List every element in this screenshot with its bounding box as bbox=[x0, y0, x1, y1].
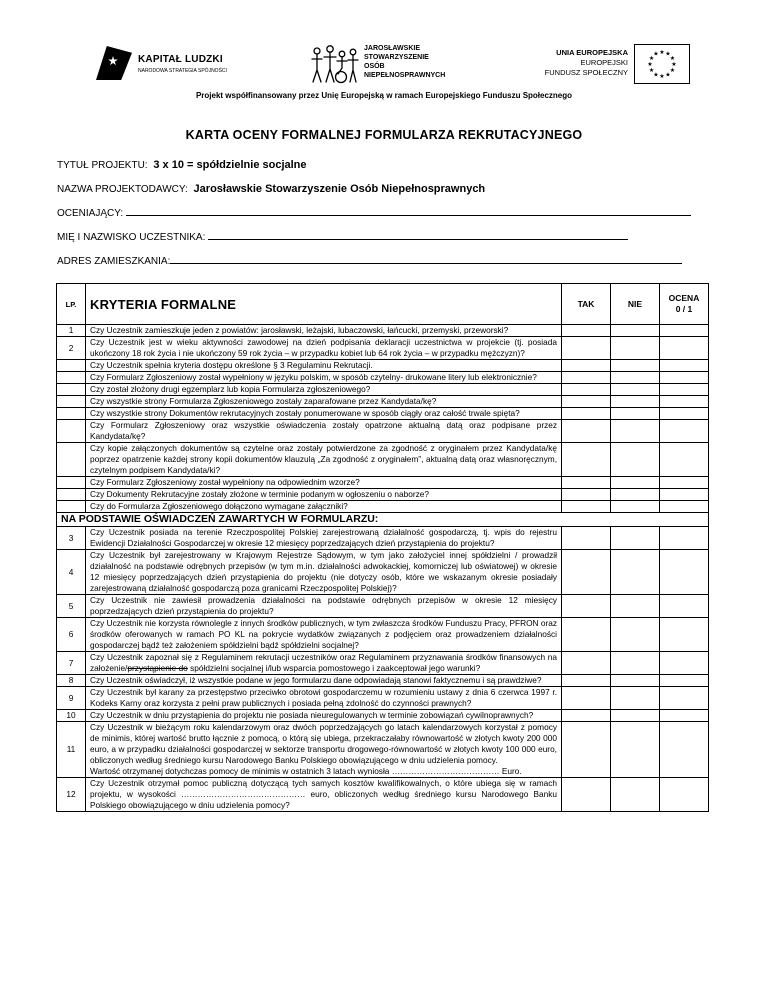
yes-cell[interactable] bbox=[562, 360, 611, 372]
row-number: 6 bbox=[57, 618, 86, 652]
criterion-text: Czy Uczestnik jest w wieku aktywności zawodowej na dzień podpisania deklaracji uczestnictwa w projekcie (tj. posiada ukończony 18 rok życia i nie ukończony 59 rok życia – w przypadku kobiet lub 64 rok życia – w przypadku mężczyzn)? bbox=[86, 337, 562, 360]
row-number: 11 bbox=[57, 722, 86, 778]
jsosn-logo bbox=[308, 40, 458, 90]
participant-fill-line[interactable] bbox=[208, 231, 628, 240]
row-number bbox=[57, 501, 86, 513]
no-cell[interactable] bbox=[611, 710, 660, 722]
yes-cell[interactable] bbox=[562, 372, 611, 384]
row-number: 3 bbox=[57, 527, 86, 550]
no-cell[interactable] bbox=[611, 477, 660, 489]
criterion-text: Czy Uczestnik był zarejestrowany w Krajowym Rejestrze Sądowym, w tym jako założyciel innej spółdzielni / prowadził działalność na podstawie odrębnych przepisów (w tym m.in. działalności adwokackiej, komorniczej lub oświatowej) w okresie 12 miesięcy poprzedzających dzień przystąpienia do projektu (nie dotyczy osób, które we wskazanym okresie posiadały zarejestrowaną działalność gospodarczą poza granicami Rzeczpospolitej Polskiej)? bbox=[86, 550, 562, 595]
no-cell[interactable] bbox=[611, 501, 660, 513]
row-number bbox=[57, 372, 86, 384]
score-cell[interactable] bbox=[660, 325, 709, 337]
table-row bbox=[57, 420, 709, 443]
no-cell[interactable] bbox=[611, 443, 660, 477]
score-cell[interactable] bbox=[660, 360, 709, 372]
row-number bbox=[57, 489, 86, 501]
project-title-value: 3 x 10 = spółdzielnie socjalne bbox=[153, 159, 307, 171]
project-title-field bbox=[57, 159, 307, 171]
yes-cell[interactable] bbox=[562, 652, 611, 675]
evaluator-fill-line[interactable] bbox=[126, 207, 691, 216]
yes-cell[interactable] bbox=[562, 550, 611, 595]
table-header-row bbox=[57, 284, 709, 325]
table-row bbox=[57, 489, 709, 501]
score-cell[interactable] bbox=[660, 420, 709, 443]
no-cell[interactable] bbox=[611, 687, 660, 710]
eu-star-icon: ★ bbox=[665, 71, 671, 79]
eu-logo-text: UNIA EUROPEJSKA EUROPEJSKI FUNDUSZ SPOŁECZNY bbox=[544, 48, 628, 77]
no-cell[interactable] bbox=[611, 372, 660, 384]
criterion-text: Czy Formularz Zgłoszeniowy został wypełniony w języku polskim, w sposób czytelny- drukowane litery lub elektronicznie? bbox=[86, 372, 562, 384]
yes-cell[interactable] bbox=[562, 722, 611, 778]
score-cell[interactable] bbox=[660, 675, 709, 687]
table-row bbox=[57, 687, 709, 710]
no-cell[interactable] bbox=[611, 337, 660, 360]
eu-star-icon: ★ bbox=[647, 61, 653, 68]
evaluator-field bbox=[57, 207, 691, 219]
score-header: OCENA 0 / 1 bbox=[660, 284, 709, 325]
row-number bbox=[57, 396, 86, 408]
yes-cell[interactable] bbox=[562, 337, 611, 360]
row-number: 7 bbox=[57, 652, 86, 675]
organizer-value: Jarosławskie Stowarzyszenie Osób Niepełnosprawnych bbox=[193, 183, 486, 195]
eu-logo bbox=[540, 44, 690, 88]
row-number: 10 bbox=[57, 710, 86, 722]
yes-header: TAK bbox=[562, 284, 611, 325]
criterion-text: Czy Uczestnik zamieszkuje jeden z powiatów: jarosławski, leżajski, lubaczowski, łańcucki, przemyski, przeworski? bbox=[86, 325, 562, 337]
criterion-text: Czy Uczestnik posiada na terenie Rzeczpospolitej Polskiej zarejestrowaną działalność gospodarczą, tj. wpis do rejestru Ewidencji Działalności Gospodarczej w okresie 12 miesięcy poprzedzających dzień przystąpienia do projektu? bbox=[86, 527, 562, 550]
row-number bbox=[57, 360, 86, 372]
score-cell[interactable] bbox=[660, 527, 709, 550]
lp-header: LP. bbox=[57, 284, 86, 325]
kapital-ludzki-logo bbox=[96, 46, 227, 80]
yes-cell[interactable] bbox=[562, 396, 611, 408]
table-row bbox=[57, 652, 709, 675]
yes-cell[interactable] bbox=[562, 420, 611, 443]
no-cell[interactable] bbox=[611, 396, 660, 408]
yes-cell[interactable] bbox=[562, 501, 611, 513]
yes-cell[interactable] bbox=[562, 618, 611, 652]
row-number: 4 bbox=[57, 550, 86, 595]
eu-star-icon: ★ bbox=[659, 73, 665, 80]
score-cell[interactable] bbox=[660, 396, 709, 408]
score-cell[interactable] bbox=[660, 384, 709, 396]
row-number bbox=[57, 408, 86, 420]
eu-flag-icon bbox=[634, 44, 690, 84]
criteria-table bbox=[56, 283, 709, 812]
eu-star-icon: ★ bbox=[665, 50, 671, 58]
eu-star-icon: ★ bbox=[671, 61, 677, 68]
eu-star-icon: ★ bbox=[653, 71, 659, 79]
score-cell[interactable] bbox=[660, 687, 709, 710]
score-cell[interactable] bbox=[660, 408, 709, 420]
participant-field bbox=[57, 231, 628, 243]
score-cell[interactable] bbox=[660, 710, 709, 722]
table-row bbox=[57, 360, 709, 372]
criterion-text: Czy Formularz Zgłoszeniowy oraz wszystkie oświadczenia zostały opatrzone aktualną datą oraz podpisane przez Kandydata/kę? bbox=[86, 420, 562, 443]
participant-label: MIĘ I NAZWISKO UCZESTNIKA: bbox=[57, 232, 206, 243]
no-cell[interactable] bbox=[611, 675, 660, 687]
yes-cell[interactable] bbox=[562, 477, 611, 489]
eu-star-icon: ★ bbox=[648, 55, 655, 62]
criterion-text: Czy Dokumenty Rekrutacyjne zostały złożone w terminie podanym w ogłoszeniu o naborze? bbox=[86, 489, 562, 501]
no-cell[interactable] bbox=[611, 778, 660, 812]
table-row bbox=[57, 477, 709, 489]
yes-cell[interactable] bbox=[562, 384, 611, 396]
jsosn-logo-text: JAROSŁAWSKIE STOWARZYSZENIE OSÓB NIEPEŁNOSPRAWNYCH bbox=[364, 45, 446, 79]
eu-star-icon: ★ bbox=[648, 67, 655, 74]
criterion-text: Czy Uczestnik w dniu przystąpienia do projektu nie posiada nieuregulowanych w terminie zobowiązań cywilnoprawnych? bbox=[86, 710, 562, 722]
table-row bbox=[57, 675, 709, 687]
criterion-text: Czy Uczestnik spełnia kryteria dostępu określone § 3 Regulaminu Rekrutacji. bbox=[86, 360, 562, 372]
table-row bbox=[57, 778, 709, 812]
no-cell[interactable] bbox=[611, 384, 660, 396]
table-row bbox=[57, 550, 709, 595]
row-number: 2 bbox=[57, 337, 86, 360]
no-cell[interactable] bbox=[611, 527, 660, 550]
no-header: NIE bbox=[611, 284, 660, 325]
criterion-text: Czy Uczestnik nie korzysta równolegle z innych środków publicznych, w tym zwłaszcza środków Funduszu Pracy, PFRON oraz środków oferowanych w ramach PO KL na pokrycie wydatków związanych z podjęciem oraz prowadzeniem działalności gospodarczej bądź też założeniem spółdzielni bądź spółdzielni socjalnej? bbox=[86, 618, 562, 652]
row-number: 1 bbox=[57, 325, 86, 337]
yes-cell[interactable] bbox=[562, 687, 611, 710]
kl-logo-subtitle: NARODOWA STRATEGIA SPÓJNOŚCI bbox=[138, 68, 227, 74]
eu-star-icon: ★ bbox=[653, 50, 659, 58]
row-number: 9 bbox=[57, 687, 86, 710]
address-field bbox=[57, 255, 682, 267]
project-title-label: TYTUŁ PROJEKTU: bbox=[57, 160, 148, 171]
table-row bbox=[57, 384, 709, 396]
table-row bbox=[57, 372, 709, 384]
criterion-text: Czy Uczestnik w bieżącym roku kalendarzowym oraz dwóch poprzedzających go latach kalendarzowych korzystał z pomocy de minimis, której wartość brutto łącznie z pomocą, o którą się ubiega, przekraczałaby równowartość w złotych kwoty 200 000 euro, a w przypadku działalności gospodarczej w sektorze transportu drogowego-równowartość w złotych kwoty 100 000 euro, obliczonych według średniego kursu Narodowego Banku Polskiego obowiązującego w dniu udzielenia pomocy. Wartość otrzymanej dotychczas pomocy de minimis w ostatnich 3 latach wyniosła ………………………………… Euro. bbox=[86, 722, 562, 778]
eu-star-icon: ★ bbox=[669, 55, 676, 62]
criterion-text: Czy wszystkie strony Dokumentów rekrutacyjnych zostały ponumerowane w sposób ciągły oraz całość trwale spięta? bbox=[86, 408, 562, 420]
no-cell[interactable] bbox=[611, 360, 660, 372]
table-row bbox=[57, 722, 709, 778]
address-fill-line[interactable] bbox=[170, 255, 682, 264]
no-cell[interactable] bbox=[611, 325, 660, 337]
criterion-text: Czy Uczestnik otrzymał pomoc publiczną dotyczącą tych samych kosztów kwalifikowalnych, o które ubiega się w ramach projektu, w wysokości ……………………………………… euro, obliczonych według średniego kursu Narodowego Banku Polskiego obowiązującego w dniu udzielenia pomocy? bbox=[86, 778, 562, 812]
row-number: 8 bbox=[57, 675, 86, 687]
yes-cell[interactable] bbox=[562, 675, 611, 687]
table-row bbox=[57, 527, 709, 550]
row-number bbox=[57, 384, 86, 396]
yes-cell[interactable] bbox=[562, 710, 611, 722]
score-cell[interactable] bbox=[660, 778, 709, 812]
score-cell[interactable] bbox=[660, 595, 709, 618]
row-number: 5 bbox=[57, 595, 86, 618]
eu-star-icon: ★ bbox=[669, 67, 676, 74]
organizer-field bbox=[57, 183, 485, 195]
criterion-text: Czy do Formularza Zgłoszeniowego dołączono wymagane załączniki? bbox=[86, 501, 562, 513]
table-row bbox=[57, 710, 709, 722]
struck-text: przystąpienie do bbox=[127, 663, 188, 673]
score-cell[interactable] bbox=[660, 443, 709, 477]
no-cell[interactable] bbox=[611, 408, 660, 420]
score-cell[interactable] bbox=[660, 618, 709, 652]
criterion-text: Czy Uczestnik był karany za przestępstwo przeciwko obrotowi gospodarczemu w rozumieniu ustawy z dnia 6 czerwca 1997 r. Kodeks Karny oraz korzysta z pełni praw publicznych i posiada pełną zdolność do czynności prawnych? bbox=[86, 687, 562, 710]
no-cell[interactable] bbox=[611, 420, 660, 443]
criterion-text: Czy Formularz Zgłoszeniowy został wypełniony na odpowiednim wzorze? bbox=[86, 477, 562, 489]
table-row bbox=[57, 443, 709, 477]
yes-cell[interactable] bbox=[562, 443, 611, 477]
table-row bbox=[57, 501, 709, 513]
yes-cell[interactable] bbox=[562, 489, 611, 501]
score-cell[interactable] bbox=[660, 489, 709, 501]
yes-cell[interactable] bbox=[562, 408, 611, 420]
criterion-text: Czy wszystkie strony Formularza Zgłoszeniowego zostały zaparafowane przez Kandydata/kę? bbox=[86, 396, 562, 408]
evaluator-label: OCENIAJĄCY: bbox=[57, 208, 124, 219]
logo-strip bbox=[0, 40, 768, 90]
section-label: NA PODSTAWIE OŚWIADCZEŃ ZAWARTYCH W FORMULARZU: bbox=[57, 513, 709, 527]
criterion-text: Czy został złożony drugi egzemplarz lub kopia Formularza zgłoszeniowego? bbox=[86, 384, 562, 396]
no-cell[interactable] bbox=[611, 722, 660, 778]
criteria-header: KRYTERIA FORMALNE bbox=[86, 284, 562, 325]
table-row bbox=[57, 618, 709, 652]
no-cell[interactable] bbox=[611, 595, 660, 618]
score-cell[interactable] bbox=[660, 477, 709, 489]
table-row bbox=[57, 595, 709, 618]
score-cell[interactable] bbox=[660, 722, 709, 778]
score-cell[interactable] bbox=[660, 501, 709, 513]
table-row bbox=[57, 337, 709, 360]
score-cell[interactable] bbox=[660, 337, 709, 360]
score-cell[interactable] bbox=[660, 652, 709, 675]
table-row bbox=[57, 396, 709, 408]
score-cell[interactable] bbox=[660, 550, 709, 595]
criterion-text: Czy Uczestnik oświadczył, iż wszystkie podane w jego formularzu dane odpowiadają stanowi faktycznemu i są prawdziwe? bbox=[86, 675, 562, 687]
table-row bbox=[57, 325, 709, 337]
yes-cell[interactable] bbox=[562, 325, 611, 337]
row-number: 12 bbox=[57, 778, 86, 812]
yes-cell[interactable] bbox=[562, 595, 611, 618]
section-header-row bbox=[57, 513, 709, 527]
organizer-label: NAZWA PROJEKTODAWCY: bbox=[57, 184, 188, 195]
score-cell[interactable] bbox=[660, 372, 709, 384]
kl-logo-name: KAPITAŁ LUDZKI bbox=[138, 54, 223, 65]
table-row bbox=[57, 408, 709, 420]
criterion-text: Czy Uczestnik zapoznał się z Regulaminem rekrutacji uczestników oraz Regulaminem przyznawania środków finansowych na założenie/przystąpienie do spółdzielni socjalnej i/lub wsparcia pomostowego i zaakceptował jego warunki? bbox=[86, 652, 562, 675]
no-cell[interactable] bbox=[611, 550, 660, 595]
row-number bbox=[57, 443, 86, 477]
document-title: KARTA OCENY FORMALNEJ FORMULARZA REKRUTACYJNEGO bbox=[185, 128, 583, 142]
cofinancing-note: Projekt współfinansowany przez Unię Europejską w ramach Europejskiego Funduszu Społecznego bbox=[195, 91, 573, 100]
no-cell[interactable] bbox=[611, 489, 660, 501]
yes-cell[interactable] bbox=[562, 527, 611, 550]
kapital-ludzki-star-icon bbox=[96, 46, 132, 80]
people-figures-icon bbox=[308, 44, 360, 86]
no-cell[interactable] bbox=[611, 618, 660, 652]
no-cell[interactable] bbox=[611, 652, 660, 675]
eu-star-icon: ★ bbox=[659, 49, 665, 56]
criterion-text: Czy Uczestnik nie zawiesił prowadzenia działalności na podstawie odrębnych przepisów w okresie 12 miesięcy poprzedzających dzień przystąpienia do projektu? bbox=[86, 595, 562, 618]
criterion-text: Czy kopie załączonych dokumentów są czytelne oraz zostały potwierdzone za zgodność z oryginałem przez Kandydata/kę poprzez opatrzenie każdej strony kopii dokumentów klauzulą „Za zgodność z oryginałem”, aktualną datą oraz własnoręcznym, czytelnym podpisem Kandydata/ki? bbox=[86, 443, 562, 477]
row-number bbox=[57, 420, 86, 443]
address-label: ADRES ZAMIESZKANIA: bbox=[57, 256, 171, 267]
row-number bbox=[57, 477, 86, 489]
yes-cell[interactable] bbox=[562, 778, 611, 812]
